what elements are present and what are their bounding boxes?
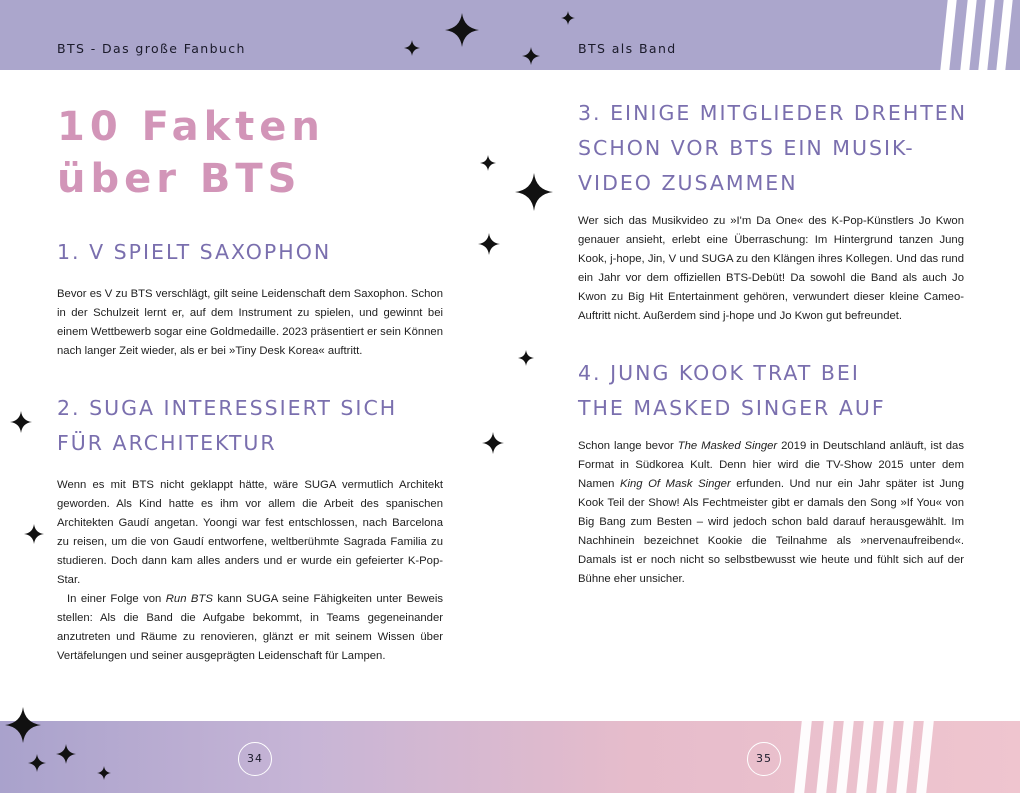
header-band xyxy=(0,0,1020,70)
page-number-left: 34 xyxy=(238,742,272,776)
fact4-heading-line1: 4. JUNG KOOK TRAT BEI xyxy=(578,361,860,385)
fact3-heading-line3: VIDEO ZUSAMMEN xyxy=(578,171,798,195)
sparkle-star-icon xyxy=(56,744,76,764)
page-title-line1: 10 Fakten xyxy=(57,104,325,150)
fact4-text-a: Schon lange bevor xyxy=(578,440,678,452)
sparkle-star-icon xyxy=(28,754,46,772)
fact4-text-b: 2019 in Deutschland anläuft, ist das Format in Südkorea Kult. Denn hier wird die TV-Show 2015 unter dem Namen xyxy=(578,440,964,490)
header-stripes xyxy=(930,0,1020,70)
sparkle-star-icon xyxy=(10,411,32,433)
running-title-left: BTS - Das große Fanbuch xyxy=(57,41,246,56)
sparkle-star-icon xyxy=(404,40,420,56)
fact4-text-c: erfunden. Und nur ein Jahr später ist Jung Kook Teil der Show! Als Fechtmeister gibt er damals den Song »If You« von Big Bang zum Besten – wird jedoch schon bald darauf herausgewählt. Im Nachhinein bezeichnet Kookie die Teilnahme als »nervenaufreibend«. Damals ist er noch nicht so selbstbewusst wie heute und fühlt sich auf der Bühne eher unsicher. xyxy=(578,478,964,585)
fact2-paragraph1: Wenn es mit BTS nicht geklappt hätte, wäre SUGA vermutlich Architekt geworden. Als Kind hatte es ihm vor allem die Arbeit des spanischen Architekten Gaudí angetan. Yoongi war fest entschlossen, nach Barcelona zu reisen, um die von Gaudí entworfene, weltberühmte Sagrada Familia zu studieren. Doch dann kam alles anders und er wurde ein gefeierter K-Pop-Star. xyxy=(57,479,443,586)
sparkle-star-icon xyxy=(561,11,575,25)
fact4-text-em1: The Masked Singer xyxy=(677,440,778,452)
fact4-heading-line2: THE MASKED SINGER AUF xyxy=(578,396,886,420)
page-number-right: 35 xyxy=(747,742,781,776)
running-title-right: BTS als Band xyxy=(578,41,677,56)
page-title xyxy=(57,101,325,205)
sparkle-star-icon xyxy=(514,172,554,212)
sparkle-star-icon xyxy=(24,524,44,544)
sparkle-star-icon xyxy=(97,766,111,780)
sparkle-star-icon xyxy=(522,47,540,65)
fact3-heading xyxy=(578,96,967,201)
fact1-text: Bevor es V zu BTS verschlägt, gilt seine Leidenschaft dem Saxophon. Schon in der Schulzeit lernt er, auf dem Instrument zu spielen, und gewinnt bei einem Wettbewerb sogar eine Goldmedaille. 2023 präsentiert er sein Können nach langer Zeit wieder, als er bei »Tiny Desk Korea« auftritt. xyxy=(57,288,443,357)
page-title-line2: über BTS xyxy=(57,156,302,202)
fact2-heading xyxy=(57,391,397,461)
fact2-text xyxy=(57,476,443,666)
sparkle-star-icon xyxy=(478,233,500,255)
fact4-text xyxy=(578,437,964,589)
sparkle-star-icon xyxy=(480,155,496,171)
sparkle-star-icon xyxy=(518,350,534,366)
fact2-p2-a: In einer Folge von xyxy=(67,593,166,605)
fact3-heading-line2: SCHON VOR BTS EIN MUSIK- xyxy=(578,136,915,160)
fact3-heading-line1: 3. EINIGE MITGLIEDER DREHTEN xyxy=(578,101,968,125)
sparkle-star-icon xyxy=(482,432,504,454)
sparkle-star-icon xyxy=(444,12,480,48)
fact3-text: Wer sich das Musikvideo zu »I'm Da One« des K-Pop-Künstlers Jo Kwon genauer ansieht, erlebt eine Überraschung: Im Hintergrund tanzen Jung Kook, j-hope, Jin, V und SUGA zu den Klängen ihres Kollegen. Und das rund ein Jahr vor dem offiziellen BTS-Debüt! Da sowohl die Band als auch Jo Kwon zu Big Hit Entertainment gehören, verwundert dieser kleine Cameo-Auftritt nicht. Außerdem sind j-hope und Jo Kwon gut befreundet. xyxy=(578,215,964,322)
fact2-heading-line1: 2. SUGA INTERESSIERT SICH xyxy=(57,396,398,420)
footer-stripes xyxy=(790,721,940,793)
fact1-heading: 1. V SPIELT SAXOPHON xyxy=(57,240,332,264)
fact2-heading-line2: FÜR ARCHITEKTUR xyxy=(57,431,277,455)
fact2-p2-em: Run BTS xyxy=(165,593,213,605)
fact4-heading xyxy=(578,356,886,426)
sparkle-star-icon xyxy=(4,706,42,744)
fact2-p2-b: kann SUGA seine Fähigkeiten unter Beweis stellen: Als die Band die Aufgabe bekommt, in Teams gegeneinander anzutreten und Räume zu renovieren, glänzt er mit seinem Wissen über Vertäfelungen und seiner ausgeprägten Leidenschaft für Lampen. xyxy=(57,593,443,662)
fact4-text-em2: King Of Mask Singer xyxy=(619,478,731,490)
fact2-paragraph2 xyxy=(57,590,443,666)
